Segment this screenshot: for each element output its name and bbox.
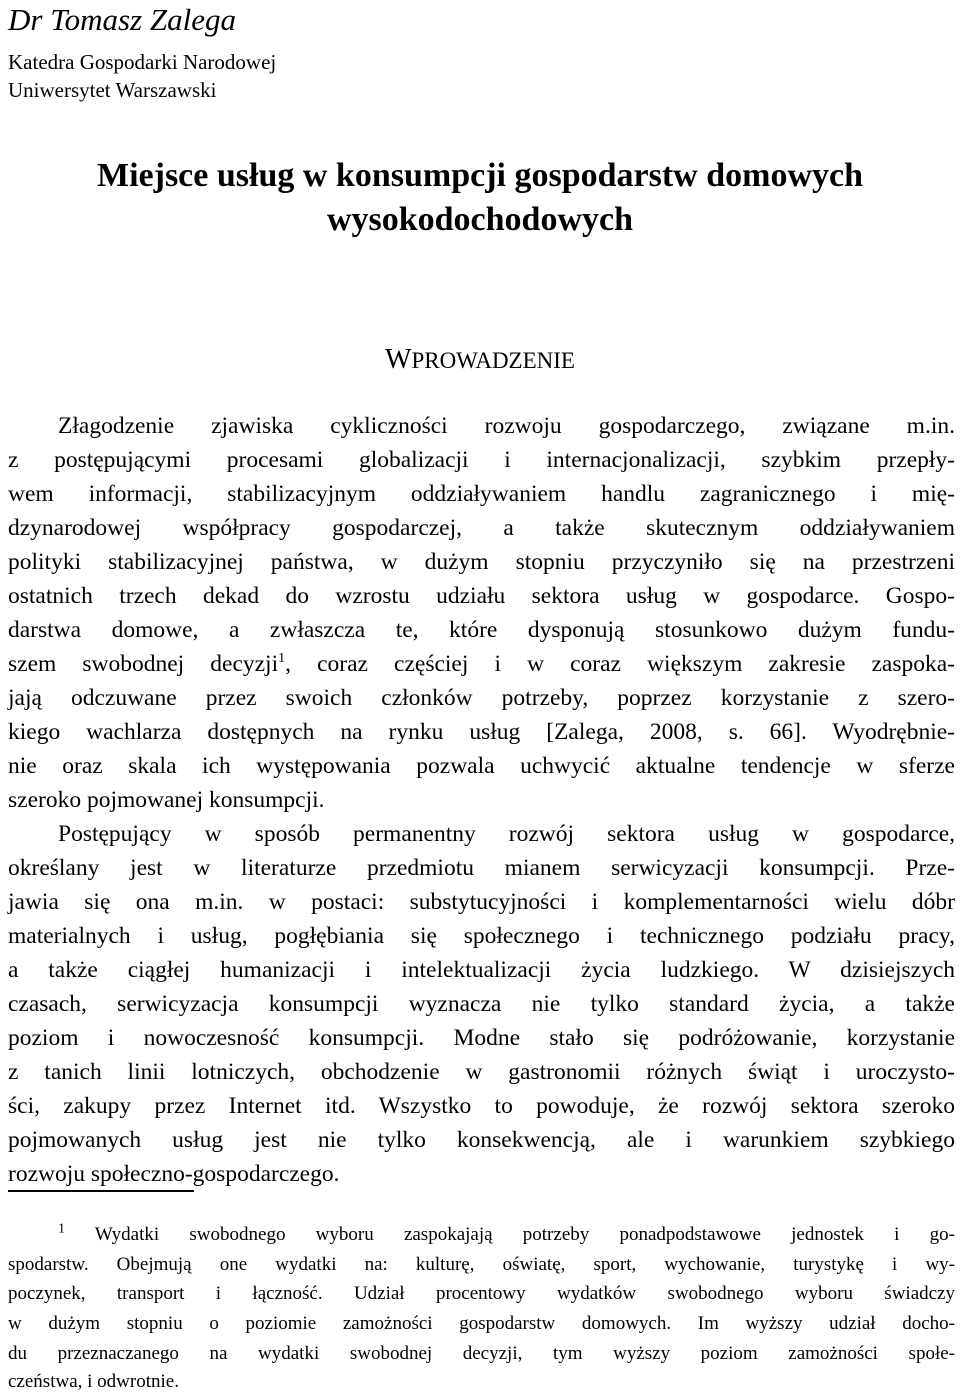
section-heading xyxy=(0,345,960,376)
paper-title-line-1: Miejsce usług w konsumpcji gospodarstw domowych xyxy=(97,157,863,194)
body-line: jawia się ona m.in. w postaci: substytucyjności i komplementarności wielu dóbr xyxy=(8,889,955,915)
body-line-end: , coraz częściej i w coraz większym zakresie zaspoka- xyxy=(285,651,955,677)
footnote-line: poczynek, transport i łączność. Udział procentowy wydatków swobodnego wyboru świadczy xyxy=(8,1283,955,1304)
affiliation-university: Uniwersytet Warszawski xyxy=(8,78,217,102)
footnote-line: w dużym stopniu o poziomie zamożności gospodarstw domowych. Im wyższy udział docho- xyxy=(8,1313,955,1334)
body-line: z tanich linii lotniczych, obchodzenie w gastronomii różnych świąt i uroczysto- xyxy=(8,1059,955,1085)
section-heading-initial: W xyxy=(385,344,412,375)
footnote-line xyxy=(58,1222,955,1249)
body-line: rozwoju społeczno-gospodarczego. xyxy=(8,1161,340,1187)
affiliation-department: Katedra Gospodarki Narodowej xyxy=(8,50,277,74)
footnote-line: du przeznaczanego na wydatki swobodnej decyzji, tym wyższy poziom zamożności społe- xyxy=(8,1343,955,1364)
body-line: czasach, serwicyzacja konsumpcji wyznacza nie tylko standard życia, a także xyxy=(8,991,955,1017)
footnote-reference[interactable]: 1 xyxy=(278,651,286,667)
body-line: darstwa domowe, a zwłaszcza te, które dysponują stosunkowo dużym fundu- xyxy=(8,617,955,643)
body-line: określany jest w literaturze przedmiotu mianem serwicyzacji konsumpcji. Prze- xyxy=(8,855,955,881)
body-line: jają odczuwane przez swoich członków potrzeby, poprzez korzystanie z szero- xyxy=(8,685,955,711)
paper-title-line-2: wysokodochodowych xyxy=(326,201,634,238)
body-line: polityki stabilizacyjnej państwa, w dużym stopniu przyczyniło się na przestrzeni xyxy=(8,549,955,575)
body-line: ści, zakupy przez Internet itd. Wszystko to powoduje, że rozwój sektora szeroko xyxy=(8,1093,955,1119)
body-line: nie oraz skala ich występowania pozwala uchwycić aktualne tendencje w sferze xyxy=(8,753,955,779)
section-heading-rest: PROWADZENIE xyxy=(411,348,575,373)
body-line: szeroko pojmowanej konsumpcji. xyxy=(8,787,325,813)
footnote-line: czeństwa, i odwrotnie. xyxy=(8,1371,179,1392)
body-line: poziom i nowoczesność konsumpcji. Modne stało się podróżowanie, korzystanie xyxy=(8,1025,955,1051)
body-line-start: szem swobodnej decyzji xyxy=(8,651,279,677)
footnote-line: spodarstw. Obejmują one wydatki na: kulturę, oświatę, sport, wychowanie, turystykę i wy- xyxy=(8,1254,955,1275)
body-line: Złagodzenie zjawiska cykliczności rozwoju gospodarczego, związane m.in. xyxy=(58,413,955,439)
body-line xyxy=(8,649,955,679)
body-line: a także ciągłej humanizacji i intelektualizacji życia ludzkiego. W dzisiejszych xyxy=(8,957,955,983)
footnote-separator xyxy=(8,1190,194,1192)
body-line: dzynarodowej współpracy gospodarczej, a także skutecznym oddziaływaniem xyxy=(8,515,955,541)
footnote-number: 1 xyxy=(58,1221,65,1237)
author-name: Dr Tomasz Zalega xyxy=(8,2,236,37)
body-line: pojmowanych usług jest nie tylko konsekwencją, ale i warunkiem szybkiego xyxy=(8,1127,955,1153)
footnote-line-text: Wydatki swobodnego wyboru zaspokajają potrzeby ponadpodstawowe jednostek i go- xyxy=(94,1224,955,1245)
body-line: ostatnich trzech dekad do wzrostu udziału sektora usług w gospodarce. Gospo- xyxy=(8,583,955,609)
body-line: Postępujący w sposób permanentny rozwój sektora usług w gospodarce, xyxy=(58,821,955,847)
body-line: kiego wachlarza dostępnych na rynku usług [Zalega, 2008, s. 66]. Wyodrębnie- xyxy=(8,719,955,745)
body-line: materialnych i usług, pogłębiania się społecznego i technicznego podziału pracy, xyxy=(8,923,955,949)
body-line: z postępującymi procesami globalizacji i internacjonalizacji, szybkim przepły- xyxy=(8,447,955,473)
body-line: wem informacji, stabilizacyjnym oddziaływaniem handlu zagranicznego i mię- xyxy=(8,481,955,507)
